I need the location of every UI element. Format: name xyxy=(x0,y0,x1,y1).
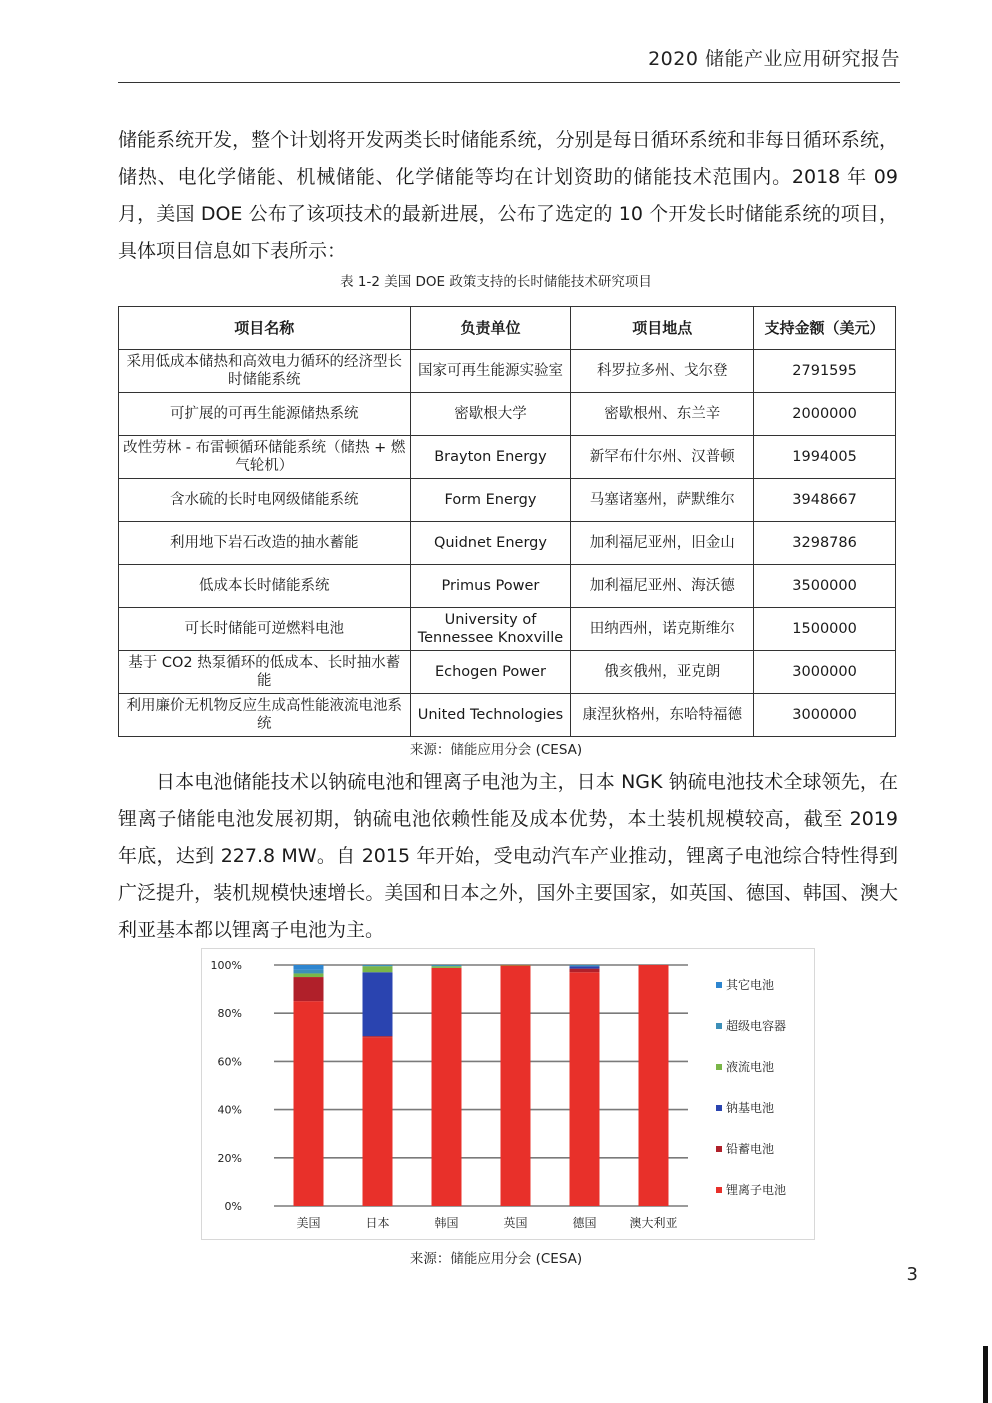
bar-segment xyxy=(363,1036,393,1037)
cell-project-name: 利用廉价无机物反应生成高性能液流电池系统 xyxy=(119,694,411,737)
x-tick-label: 英国 xyxy=(503,1216,528,1230)
table-row xyxy=(119,651,896,694)
bar-segment xyxy=(294,977,324,1001)
y-tick-label: 60% xyxy=(217,1055,242,1069)
table-row xyxy=(119,565,896,608)
bar-segment xyxy=(294,973,324,977)
cell-organization: University of Tennessee Knoxville xyxy=(410,608,571,651)
table-row xyxy=(119,522,896,565)
bar-segment xyxy=(570,966,600,968)
cell-location: 马塞诸塞州，萨默维尔 xyxy=(571,479,754,522)
cell-funding: 3948667 xyxy=(754,479,896,522)
projects-table xyxy=(118,306,896,737)
legend-label: 铅蓄电池 xyxy=(726,1142,775,1156)
table-row xyxy=(119,350,896,393)
cell-location: 俄亥俄州，亚克朗 xyxy=(571,651,754,694)
bar-segment xyxy=(363,966,393,972)
bar-segment xyxy=(363,1037,393,1206)
bar-segment xyxy=(363,972,393,1036)
x-tick-label: 德国 xyxy=(572,1216,597,1230)
cell-funding: 3298786 xyxy=(754,522,896,565)
cell-project-name: 采用低成本储热和高效电力循环的经济型长时储能系统 xyxy=(119,350,411,393)
chart-svg xyxy=(202,949,814,1239)
legend-swatch xyxy=(716,982,722,988)
table-caption: 表 1-2 美国 DOE 政策支持的长时储能技术研究项目 xyxy=(340,274,652,290)
header-title: 2020 储能产业应用研究报告 xyxy=(648,48,900,70)
bar-segment xyxy=(501,965,531,1206)
bar-segment xyxy=(363,965,393,966)
cell-location: 加利福尼亚州、海沃德 xyxy=(571,565,754,608)
cell-project-name: 可扩展的可再生能源储热系统 xyxy=(119,393,411,436)
x-tick-label: 澳大利亚 xyxy=(629,1216,678,1230)
table-row xyxy=(119,479,896,522)
cell-organization: Quidnet Energy xyxy=(410,522,571,565)
cell-project-name: 改性劳林 - 布雷顿循环储能系统（储热 + 燃气轮机） xyxy=(119,436,411,479)
bar-segment xyxy=(639,965,669,1206)
legend-swatch xyxy=(716,1023,722,1029)
y-tick-label: 80% xyxy=(217,1007,242,1021)
y-tick-label: 40% xyxy=(217,1103,242,1117)
legend-swatch xyxy=(716,1064,722,1070)
bar-segment xyxy=(570,969,600,973)
header-organization: 负责单位 xyxy=(410,307,571,350)
cell-funding: 2000000 xyxy=(754,393,896,436)
header-funding: 支持金额（美元） xyxy=(754,307,896,350)
legend-swatch xyxy=(716,1105,722,1111)
stacked-bar-chart xyxy=(201,948,815,1240)
table-row xyxy=(119,694,896,737)
cell-location: 科罗拉多州、戈尔登 xyxy=(571,350,754,393)
y-tick-label: 100% xyxy=(210,959,242,972)
scan-edge-mark xyxy=(983,1346,988,1403)
table-source: 来源：储能应用分会 (CESA) xyxy=(409,742,583,758)
cell-location: 康涅狄格州，东哈特福德 xyxy=(571,694,754,737)
y-tick-label: 0% xyxy=(224,1200,242,1213)
bar-segment xyxy=(432,965,462,966)
cell-project-name: 利用地下岩石改造的抽水蓄能 xyxy=(119,522,411,565)
cell-funding: 1500000 xyxy=(754,608,896,651)
legend-label: 钠基电池 xyxy=(726,1101,775,1115)
bar-segment xyxy=(570,965,600,966)
cell-organization: Brayton Energy xyxy=(410,436,571,479)
paragraph-japan: 日本电池储能技术以钠硫电池和锂离子电池为主，日本 NGK 钠硫电池技术全球领先，在锂离子储能电池发展初期，钠硫电池依赖性能及成本优势，本土装机规模较高，截至 2019 年底，达到 227.8 MW。自 2015 年开始，受电动汽车产业推动，锂离子电池综合特性得到广泛提升，装机规模快速增长。美国和日本之外，国外主要国家，如英国、德国、韩国、澳大利亚基本都以锂离子电池为主。 xyxy=(118,771,898,941)
cell-funding: 3500000 xyxy=(754,565,896,608)
cell-location: 加利福尼亚州，旧金山 xyxy=(571,522,754,565)
table-row xyxy=(119,393,896,436)
bar-segment xyxy=(294,965,324,970)
legend-label: 液流电池 xyxy=(726,1060,775,1074)
cell-organization: Primus Power xyxy=(410,565,571,608)
legend-swatch xyxy=(716,1146,722,1152)
legend-swatch xyxy=(716,1187,722,1193)
page-number: 3 xyxy=(906,1264,918,1285)
bar-segment xyxy=(294,1001,324,1206)
paragraph-intro: 储能系统开发，整个计划将开发两类长时储能系统，分别是每日循环系统和非每日循环系统，储热、电化学储能、机械储能、化学储能等均在计划资助的储能技术范围内。2018 年 09 月，美国 DOE 公布了该项技术的最新进展，公布了选定的 10 个开发长时储能系统的项目，具体项目信息如下表所示： xyxy=(118,129,898,262)
cell-organization: Echogen Power xyxy=(410,651,571,694)
bar-segment xyxy=(570,972,600,1206)
table-header-row xyxy=(119,307,896,350)
bar-segment xyxy=(432,968,462,1206)
legend-label: 其它电池 xyxy=(726,978,775,992)
cell-project-name: 低成本长时储能系统 xyxy=(119,565,411,608)
y-tick-label: 20% xyxy=(217,1151,242,1165)
cell-organization: Form Energy xyxy=(410,479,571,522)
header-rule xyxy=(118,82,900,83)
cell-funding: 1994005 xyxy=(754,436,896,479)
x-tick-label: 日本 xyxy=(365,1216,390,1230)
table-row xyxy=(119,608,896,651)
cell-project-name: 含水硫的长时电网级储能系统 xyxy=(119,479,411,522)
legend-label: 锂离子电池 xyxy=(726,1183,787,1197)
cell-project-name: 可长时储能可逆燃料电池 xyxy=(119,608,411,651)
bar-segment xyxy=(294,970,324,974)
legend-label: 超级电容器 xyxy=(726,1019,787,1033)
cell-project-name: 基于 CO2 热泵循环的低成本、长时抽水蓄能 xyxy=(119,651,411,694)
cell-location: 密歇根州、东兰辛 xyxy=(571,393,754,436)
cell-location: 田纳西州，诺克斯维尔 xyxy=(571,608,754,651)
chart-source: 来源：储能应用分会 (CESA) xyxy=(409,1251,583,1267)
cell-organization: 国家可再生能源实验室 xyxy=(410,350,571,393)
x-tick-label: 美国 xyxy=(296,1216,321,1230)
header-location: 项目地点 xyxy=(571,307,754,350)
table-row xyxy=(119,436,896,479)
bar-segment xyxy=(432,966,462,968)
cell-organization: United Technologies xyxy=(410,694,571,737)
cell-funding: 3000000 xyxy=(754,651,896,694)
cell-location: 新罕布什尔州、汉普顿 xyxy=(571,436,754,479)
cell-organization: 密歇根大学 xyxy=(410,393,571,436)
cell-funding: 2791595 xyxy=(754,350,896,393)
x-tick-label: 韩国 xyxy=(434,1216,459,1230)
header-project-name: 项目名称 xyxy=(119,307,411,350)
cell-funding: 3000000 xyxy=(754,694,896,737)
